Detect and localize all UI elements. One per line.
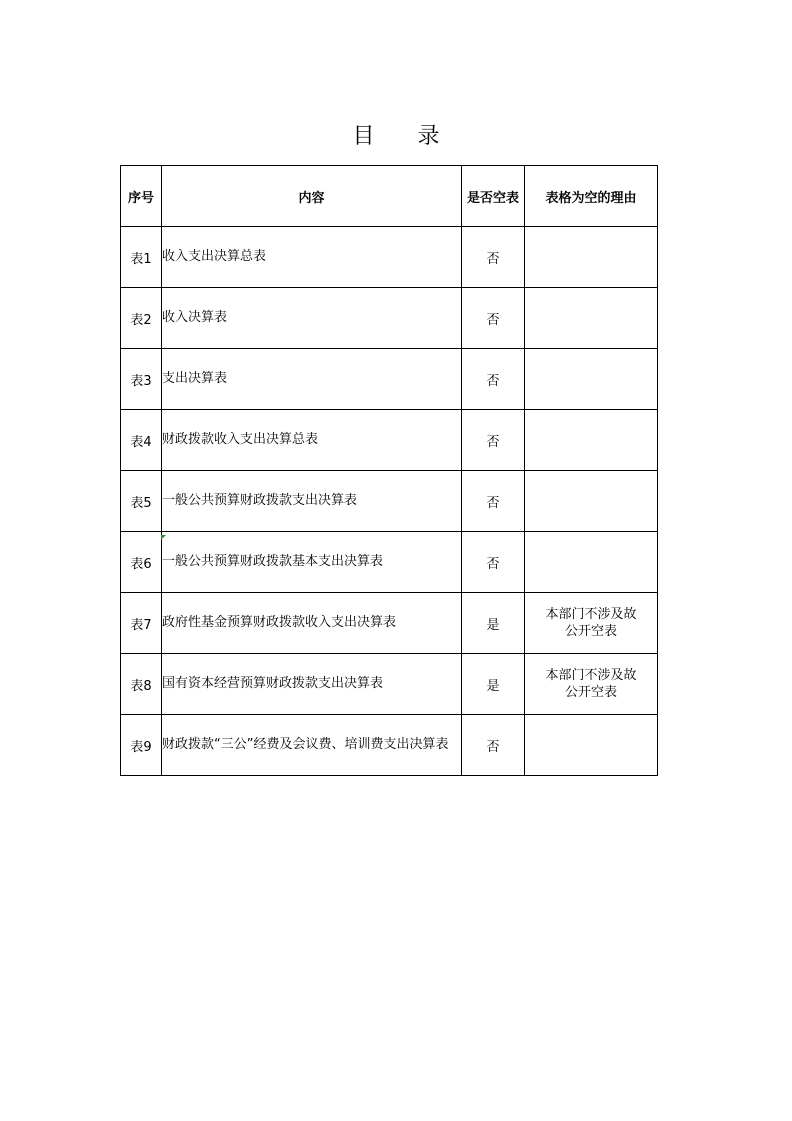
row-reason: [525, 410, 658, 471]
row-no: 表8: [121, 654, 162, 715]
row-no: 表7: [121, 593, 162, 654]
page-title: 目 录: [352, 124, 458, 149]
header-empty: 是否空表: [462, 166, 525, 227]
row-reason: [525, 593, 658, 654]
table-row: [121, 349, 658, 410]
row-no: 表5: [121, 471, 162, 532]
row-reason: [525, 532, 658, 593]
row-content: 支出决算表: [162, 349, 462, 410]
table-row: [121, 227, 658, 288]
table-row: [121, 532, 658, 593]
row-content: 国有资本经营预算财政拨款支出决算表: [162, 654, 462, 715]
row-content: 一般公共预算财政拨款基本支出决算表: [162, 532, 462, 593]
row-reason-text: 本部门不涉及故公开空表: [545, 668, 637, 700]
row-reason: [525, 715, 658, 776]
table-row: [121, 471, 658, 532]
row-reason: [525, 288, 658, 349]
row-reason-text: 本部门不涉及故公开空表: [545, 607, 637, 639]
row-reason: [525, 349, 658, 410]
row-no: 表9: [121, 715, 162, 776]
header-no: 序号: [121, 166, 162, 227]
header-reason: 表格为空的理由: [525, 166, 658, 227]
row-reason: [525, 471, 658, 532]
row-no: 表4: [121, 410, 162, 471]
row-empty-flag: 否: [462, 715, 525, 776]
row-content: 一般公共预算财政拨款支出决算表: [162, 471, 462, 532]
row-empty-flag: 否: [462, 349, 525, 410]
table-row: [121, 410, 658, 471]
table-row: [121, 593, 658, 654]
row-empty-flag: 是: [462, 593, 525, 654]
row-empty-flag: 否: [462, 410, 525, 471]
row-no: 表6: [121, 532, 162, 593]
row-content: 财政拨款“三公”经费及会议费、培训费支出决算表: [162, 715, 462, 776]
row-content: 财政拨款收入支出决算总表: [162, 410, 462, 471]
row-no: 表3: [121, 349, 162, 410]
row-reason: [525, 227, 658, 288]
row-empty-flag: 否: [462, 227, 525, 288]
toc-table: [120, 165, 658, 776]
row-content: 政府性基金预算财政拨款收入支出决算表: [162, 593, 462, 654]
row-no: 表2: [121, 288, 162, 349]
row-empty-flag: 是: [462, 654, 525, 715]
row-no: 表1: [121, 227, 162, 288]
table-row: [121, 654, 658, 715]
row-empty-flag: 否: [462, 471, 525, 532]
row-content: 收入决算表: [162, 288, 462, 349]
row-empty-flag: 否: [462, 288, 525, 349]
row-content: 收入支出决算总表: [162, 227, 462, 288]
header-content: 内容: [162, 166, 462, 227]
table-row: [121, 715, 658, 776]
table-row: [121, 288, 658, 349]
row-reason: [525, 654, 658, 715]
table-header-row: [121, 166, 658, 227]
row-empty-flag: 否: [462, 532, 525, 593]
cell-comment-marker: [161, 535, 166, 540]
